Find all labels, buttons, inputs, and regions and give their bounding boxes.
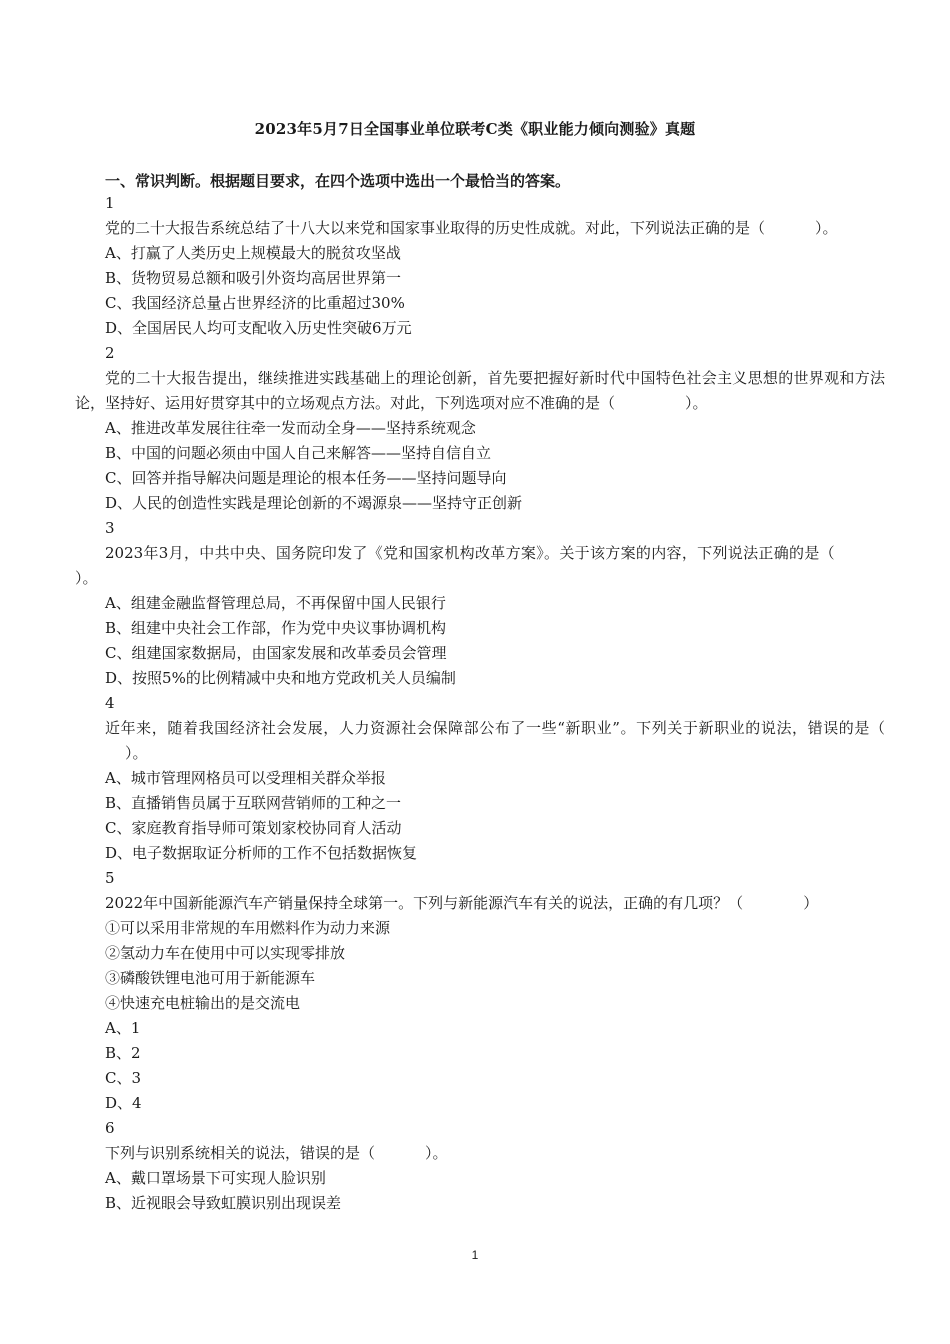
answer-option: B、货物贸易总额和吸引外资均高居世界第一: [105, 269, 402, 287]
answer-option: B、近视眼会导致虹膜识别出现误差: [105, 1194, 342, 1212]
question-stem: 党的二十大报告系统总结了十八大以来党和国家事业取得的历史性成就。对此，下列说法正确的是（ ）。: [105, 219, 838, 237]
statement-item: ①可以采用非常规的车用燃料作为动力来源: [105, 919, 391, 937]
question-number: 2: [105, 344, 115, 362]
question-stem: 近年来，随着我国经济社会发展，人力资源社会保障部公布了一些“新职业”。下列关于新职业的说法，错误的是（）。: [105, 719, 885, 762]
question-list: [75, 191, 885, 1216]
statement-item: ②氢动力车在使用中可以实现零排放: [105, 944, 346, 962]
answer-option: B、直播销售员属于互联网营销师的工种之一: [105, 794, 402, 812]
answer-option: C、组建国家数据局，由国家发展和改革委员会管理: [105, 644, 447, 662]
answer-option: A、组建金融监督管理总局，不再保留中国人民银行: [105, 594, 446, 612]
section-heading: 一、常识判断。根据题目要求，在四个选项中选出一个最恰当的答案。: [105, 172, 571, 190]
answer-option: D、全国居民人均可支配收入历史性突破6万元: [105, 319, 412, 337]
answer-option: D、电子数据取证分析师的工作不包括数据恢复: [105, 844, 418, 862]
answer-option: A、打赢了人类历史上规模最大的脱贫攻坚战: [105, 244, 401, 262]
document-title: 2023年5月7日全国事业单位联考C类《职业能力倾向测验》真题: [254, 120, 696, 138]
question-number: 4: [105, 694, 115, 712]
answer-option: A、推进改革发展往往牵一发而动全身——坚持系统观念: [105, 419, 476, 437]
page-number: 1: [471, 1248, 479, 1262]
answer-option: C、3: [105, 1069, 142, 1087]
answer-option: D、按照5%的比例精减中央和地方党政机关人员编制: [105, 669, 456, 687]
answer-option: A、城市管理网格员可以受理相关群众举报: [105, 769, 386, 787]
question-stem: 党的二十大报告提出，继续推进实践基础上的理论创新，首先要把握好新时代中国特色社会主义思想的世界观和方法论，坚持好、运用好贯穿其中的立场观点方法。对此，下列选项对应不准确的是（ ）。: [75, 369, 885, 412]
answer-option: D、4: [105, 1094, 142, 1112]
answer-option: C、回答并指导解决问题是理论的根本任务——坚持问题导向: [105, 469, 507, 487]
answer-option: B、2: [105, 1044, 141, 1062]
answer-option: B、组建中央社会工作部，作为党中央议事协调机构: [105, 619, 447, 637]
answer-option: C、家庭教育指导师可策划家校协同育人活动: [105, 819, 402, 837]
answer-option: C、我国经济总量占世界经济的比重超过30%: [105, 294, 405, 312]
question-number: 6: [105, 1119, 115, 1137]
statement-item: ③磷酸铁锂电池可用于新能源车: [105, 969, 316, 987]
answer-option: D、人民的创造性实践是理论创新的不竭源泉——坚持守正创新: [105, 494, 523, 512]
question-stem: 下列与识别系统相关的说法，错误的是（ ）。: [105, 1144, 448, 1162]
question-stem: 2023年3月，中共中央、国务院印发了《党和国家机构改革方案》。关于该方案的内容，下列说法正确的是（）。: [75, 544, 835, 587]
statement-item: ④快速充电桩输出的是交流电: [105, 994, 301, 1012]
question-number: 1: [105, 194, 115, 212]
question-number: 3: [105, 519, 115, 537]
question-number: 5: [105, 869, 115, 887]
answer-option: A、1: [105, 1019, 141, 1037]
answer-option: A、戴口罩场景下可实现人脸识别: [105, 1169, 326, 1187]
answer-option: B、中国的问题必须由中国人自己来解答——坚持自信自立: [105, 444, 492, 462]
question-stem: 2022年中国新能源汽车产销量保持全球第一。下列与新能源汽车有关的说法，正确的有几项？（ ）: [105, 894, 819, 912]
